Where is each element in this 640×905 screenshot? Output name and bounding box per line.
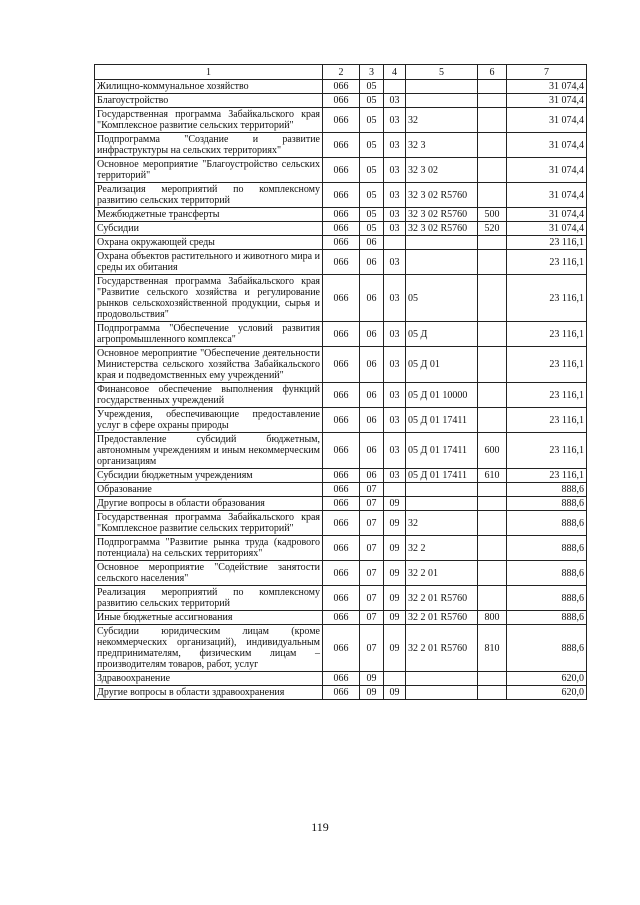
expense-type-cell: [478, 108, 507, 133]
expense-type-cell: [478, 236, 507, 250]
ministry-code-cell: 066: [323, 108, 360, 133]
target-article-cell: 32 3 02 R5760: [406, 208, 478, 222]
expense-type-cell: [478, 158, 507, 183]
expense-type-cell: [478, 497, 507, 511]
table-row: [95, 383, 587, 408]
ministry-code-cell: 066: [323, 561, 360, 586]
amount-cell: 23 116,1: [507, 322, 587, 347]
amount-cell: 888,6: [507, 561, 587, 586]
expense-type-cell: [478, 347, 507, 383]
column-header: 5: [406, 65, 478, 80]
target-article-cell: [406, 483, 478, 497]
row-name-cell: Охрана окружающей среды: [95, 236, 323, 250]
ministry-code-cell: 066: [323, 158, 360, 183]
target-article-cell: 32 2 01: [406, 561, 478, 586]
section-code-cell: 09: [360, 686, 384, 700]
table-row: [95, 433, 587, 469]
section-code-cell: 05: [360, 94, 384, 108]
expense-type-cell: [478, 672, 507, 686]
ministry-code-cell: 066: [323, 250, 360, 275]
row-name-cell: Другие вопросы в области здравоохранения: [95, 686, 323, 700]
section-code-cell: 09: [360, 672, 384, 686]
amount-cell: 888,6: [507, 611, 587, 625]
target-article-cell: 05: [406, 275, 478, 322]
section-code-cell: 06: [360, 433, 384, 469]
expense-type-cell: [478, 561, 507, 586]
subsection-code-cell: 03: [384, 183, 406, 208]
subsection-code-cell: 03: [384, 94, 406, 108]
ministry-code-cell: 066: [323, 469, 360, 483]
subsection-code-cell: 09: [384, 497, 406, 511]
row-name-cell: Иные бюджетные ассигнования: [95, 611, 323, 625]
column-header: 2: [323, 65, 360, 80]
target-article-cell: 32 3 02 R5760: [406, 183, 478, 208]
expense-type-cell: 610: [478, 469, 507, 483]
subsection-code-cell: [384, 672, 406, 686]
amount-cell: 31 074,4: [507, 158, 587, 183]
section-code-cell: 06: [360, 347, 384, 383]
target-article-cell: 32 2 01 R5760: [406, 625, 478, 672]
expense-type-cell: [478, 536, 507, 561]
amount-cell: 31 074,4: [507, 133, 587, 158]
amount-cell: 23 116,1: [507, 408, 587, 433]
subsection-code-cell: 03: [384, 322, 406, 347]
expense-type-cell: [478, 686, 507, 700]
ministry-code-cell: 066: [323, 80, 360, 94]
amount-cell: 23 116,1: [507, 347, 587, 383]
section-code-cell: 06: [360, 322, 384, 347]
subsection-code-cell: 03: [384, 433, 406, 469]
row-name-cell: Субсидии бюджетным учреждениям: [95, 469, 323, 483]
ministry-code-cell: 066: [323, 672, 360, 686]
amount-cell: 23 116,1: [507, 250, 587, 275]
expense-type-cell: 810: [478, 625, 507, 672]
target-article-cell: 05 Д 01 17411: [406, 433, 478, 469]
row-name-cell: Государственная программа Забайкальского края "Развитие сельского хозяйства и регулирование рынков сельскохозяйственной продукции, сырья и продовольствия": [95, 275, 323, 322]
section-code-cell: 05: [360, 158, 384, 183]
section-code-cell: 05: [360, 133, 384, 158]
table-row: [95, 322, 587, 347]
target-article-cell: 05 Д: [406, 322, 478, 347]
target-article-cell: 32 2: [406, 536, 478, 561]
row-name-cell: Предоставление субсидий бюджетным, автономным учреждениям и иным некоммерческим организациям: [95, 433, 323, 469]
section-code-cell: 07: [360, 586, 384, 611]
ministry-code-cell: 066: [323, 408, 360, 433]
subsection-code-cell: 09: [384, 686, 406, 700]
section-code-cell: 06: [360, 383, 384, 408]
amount-cell: 31 074,4: [507, 108, 587, 133]
expense-type-cell: [478, 183, 507, 208]
expense-type-cell: [478, 383, 507, 408]
target-article-cell: 32 2 01 R5760: [406, 611, 478, 625]
column-header: 1: [95, 65, 323, 80]
table-row: [95, 275, 587, 322]
ministry-code-cell: 066: [323, 433, 360, 469]
table-row: [95, 625, 587, 672]
target-article-cell: 32 2 01 R5760: [406, 586, 478, 611]
ministry-code-cell: 066: [323, 383, 360, 408]
amount-cell: 620,0: [507, 672, 587, 686]
row-name-cell: Основное мероприятие "Содействие занятости сельского населения": [95, 561, 323, 586]
column-number-row: [95, 65, 587, 80]
amount-cell: 31 074,4: [507, 208, 587, 222]
row-name-cell: Учреждения, обеспечивающие предоставление услуг в сфере охраны природы: [95, 408, 323, 433]
ministry-code-cell: 066: [323, 94, 360, 108]
subsection-code-cell: 03: [384, 469, 406, 483]
table-row: [95, 408, 587, 433]
section-code-cell: 07: [360, 497, 384, 511]
amount-cell: 23 116,1: [507, 275, 587, 322]
ministry-code-cell: 066: [323, 347, 360, 383]
row-name-cell: Субсидии юридическим лицам (кроме некоммерческих организаций), индивидуальным предпринимателям, физическим лицам – производителям товаров, работ, услуг: [95, 625, 323, 672]
ministry-code-cell: 066: [323, 586, 360, 611]
amount-cell: 23 116,1: [507, 383, 587, 408]
table-row: [95, 183, 587, 208]
expense-type-cell: 800: [478, 611, 507, 625]
subsection-code-cell: 09: [384, 625, 406, 672]
section-code-cell: 07: [360, 561, 384, 586]
section-code-cell: 07: [360, 625, 384, 672]
subsection-code-cell: 03: [384, 347, 406, 383]
table-row: [95, 80, 587, 94]
subsection-code-cell: 09: [384, 511, 406, 536]
table-row: [95, 469, 587, 483]
table-row: [95, 236, 587, 250]
row-name-cell: Финансовое обеспечение выполнения функций государственных учреждений: [95, 383, 323, 408]
target-article-cell: 32 3 02 R5760: [406, 222, 478, 236]
section-code-cell: 06: [360, 250, 384, 275]
table-row: [95, 208, 587, 222]
expense-type-cell: 500: [478, 208, 507, 222]
row-name-cell: Подпрограмма "Обеспечение условий развития агропромышленного комплекса": [95, 322, 323, 347]
target-article-cell: 32 3 02: [406, 158, 478, 183]
column-header: 7: [507, 65, 587, 80]
expense-type-cell: [478, 483, 507, 497]
section-code-cell: 05: [360, 208, 384, 222]
section-code-cell: 05: [360, 183, 384, 208]
subsection-code-cell: [384, 80, 406, 94]
ministry-code-cell: 066: [323, 497, 360, 511]
amount-cell: 31 074,4: [507, 80, 587, 94]
expense-type-cell: 600: [478, 433, 507, 469]
amount-cell: 888,6: [507, 511, 587, 536]
column-header: 4: [384, 65, 406, 80]
table-row: [95, 672, 587, 686]
ministry-code-cell: 066: [323, 322, 360, 347]
amount-cell: 31 074,4: [507, 94, 587, 108]
subsection-code-cell: 09: [384, 536, 406, 561]
row-name-cell: Другие вопросы в области образования: [95, 497, 323, 511]
row-name-cell: Здравоохранение: [95, 672, 323, 686]
table-row: [95, 222, 587, 236]
row-name-cell: Реализация мероприятий по комплексному развитию сельских территорий: [95, 183, 323, 208]
subsection-code-cell: 03: [384, 133, 406, 158]
section-code-cell: 07: [360, 611, 384, 625]
row-name-cell: Субсидии: [95, 222, 323, 236]
section-code-cell: 05: [360, 108, 384, 133]
target-article-cell: [406, 250, 478, 275]
amount-cell: 23 116,1: [507, 236, 587, 250]
subsection-code-cell: 03: [384, 108, 406, 133]
ministry-code-cell: 066: [323, 236, 360, 250]
row-name-cell: Жилищно-коммунальное хозяйство: [95, 80, 323, 94]
expense-type-cell: [478, 80, 507, 94]
subsection-code-cell: 03: [384, 158, 406, 183]
subsection-code-cell: 03: [384, 383, 406, 408]
table-row: [95, 497, 587, 511]
table-row: [95, 586, 587, 611]
subsection-code-cell: [384, 236, 406, 250]
row-name-cell: Охрана объектов растительного и животного мира и среды их обитания: [95, 250, 323, 275]
row-name-cell: Основное мероприятие "Благоустройство сельских территорий": [95, 158, 323, 183]
amount-cell: 888,6: [507, 536, 587, 561]
row-name-cell: Реализация мероприятий по комплексному развитию сельских территорий: [95, 586, 323, 611]
row-name-cell: Государственная программа Забайкальского края "Комплексное развитие сельских территорий": [95, 511, 323, 536]
expense-type-cell: 520: [478, 222, 507, 236]
expense-type-cell: [478, 250, 507, 275]
table-row: [95, 108, 587, 133]
expense-type-cell: [478, 133, 507, 158]
target-article-cell: [406, 672, 478, 686]
table-row: [95, 561, 587, 586]
row-name-cell: Государственная программа Забайкальского края "Комплексное развитие сельских территорий": [95, 108, 323, 133]
column-header: 6: [478, 65, 507, 80]
column-header: 3: [360, 65, 384, 80]
table-row: [95, 511, 587, 536]
amount-cell: 888,6: [507, 625, 587, 672]
section-code-cell: 06: [360, 236, 384, 250]
subsection-code-cell: 03: [384, 275, 406, 322]
amount-cell: 888,6: [507, 497, 587, 511]
amount-cell: 620,0: [507, 686, 587, 700]
table-row: [95, 483, 587, 497]
target-article-cell: 32: [406, 108, 478, 133]
table-row: [95, 158, 587, 183]
row-name-cell: Образование: [95, 483, 323, 497]
section-code-cell: 05: [360, 222, 384, 236]
target-article-cell: [406, 80, 478, 94]
ministry-code-cell: 066: [323, 511, 360, 536]
row-name-cell: Благоустройство: [95, 94, 323, 108]
row-name-cell: Подпрограмма "Развитие рынка труда (кадрового потенциала) на сельских территориях": [95, 536, 323, 561]
table-row: [95, 686, 587, 700]
ministry-code-cell: 066: [323, 183, 360, 208]
subsection-code-cell: 03: [384, 250, 406, 275]
ministry-code-cell: 066: [323, 208, 360, 222]
row-name-cell: Межбюджетные трансферты: [95, 208, 323, 222]
ministry-code-cell: 066: [323, 222, 360, 236]
amount-cell: 888,6: [507, 586, 587, 611]
section-code-cell: 06: [360, 408, 384, 433]
ministry-code-cell: 066: [323, 275, 360, 322]
ministry-code-cell: 066: [323, 536, 360, 561]
section-code-cell: 06: [360, 469, 384, 483]
expense-type-cell: [478, 586, 507, 611]
table-row: [95, 94, 587, 108]
row-name-cell: Подпрограмма "Создание и развитие инфраструктуры на сельских территориях": [95, 133, 323, 158]
expense-type-cell: [478, 275, 507, 322]
target-article-cell: [406, 236, 478, 250]
target-article-cell: [406, 94, 478, 108]
section-code-cell: 06: [360, 275, 384, 322]
subsection-code-cell: 03: [384, 408, 406, 433]
expense-type-cell: [478, 511, 507, 536]
expense-type-cell: [478, 322, 507, 347]
table-row: [95, 536, 587, 561]
subsection-code-cell: 03: [384, 208, 406, 222]
target-article-cell: 05 Д 01 17411: [406, 469, 478, 483]
ministry-code-cell: 066: [323, 611, 360, 625]
subsection-code-cell: 09: [384, 611, 406, 625]
amount-cell: 31 074,4: [507, 183, 587, 208]
budget-table-container: [94, 64, 586, 700]
target-article-cell: 32: [406, 511, 478, 536]
target-article-cell: [406, 497, 478, 511]
target-article-cell: 32 3: [406, 133, 478, 158]
target-article-cell: 05 Д 01 10000: [406, 383, 478, 408]
budget-table: [94, 64, 587, 700]
expense-type-cell: [478, 94, 507, 108]
ministry-code-cell: 066: [323, 133, 360, 158]
page-number: 119: [311, 820, 329, 834]
section-code-cell: 05: [360, 80, 384, 94]
subsection-code-cell: 09: [384, 561, 406, 586]
row-name-cell: Основное мероприятие "Обеспечение деятельности Министерства сельского хозяйства Забайкальского края и подведомственных ему учреждений": [95, 347, 323, 383]
table-row: [95, 250, 587, 275]
ministry-code-cell: 066: [323, 625, 360, 672]
subsection-code-cell: 03: [384, 222, 406, 236]
amount-cell: 31 074,4: [507, 222, 587, 236]
target-article-cell: 05 Д 01 17411: [406, 408, 478, 433]
target-article-cell: 05 Д 01: [406, 347, 478, 383]
ministry-code-cell: 066: [323, 686, 360, 700]
amount-cell: 23 116,1: [507, 469, 587, 483]
section-code-cell: 07: [360, 511, 384, 536]
table-body: [95, 80, 587, 700]
section-code-cell: 07: [360, 483, 384, 497]
target-article-cell: [406, 686, 478, 700]
table-row: [95, 347, 587, 383]
subsection-code-cell: 09: [384, 586, 406, 611]
table-row: [95, 133, 587, 158]
subsection-code-cell: [384, 483, 406, 497]
expense-type-cell: [478, 408, 507, 433]
ministry-code-cell: 066: [323, 483, 360, 497]
table-row: [95, 611, 587, 625]
amount-cell: 23 116,1: [507, 433, 587, 469]
amount-cell: 888,6: [507, 483, 587, 497]
section-code-cell: 07: [360, 536, 384, 561]
